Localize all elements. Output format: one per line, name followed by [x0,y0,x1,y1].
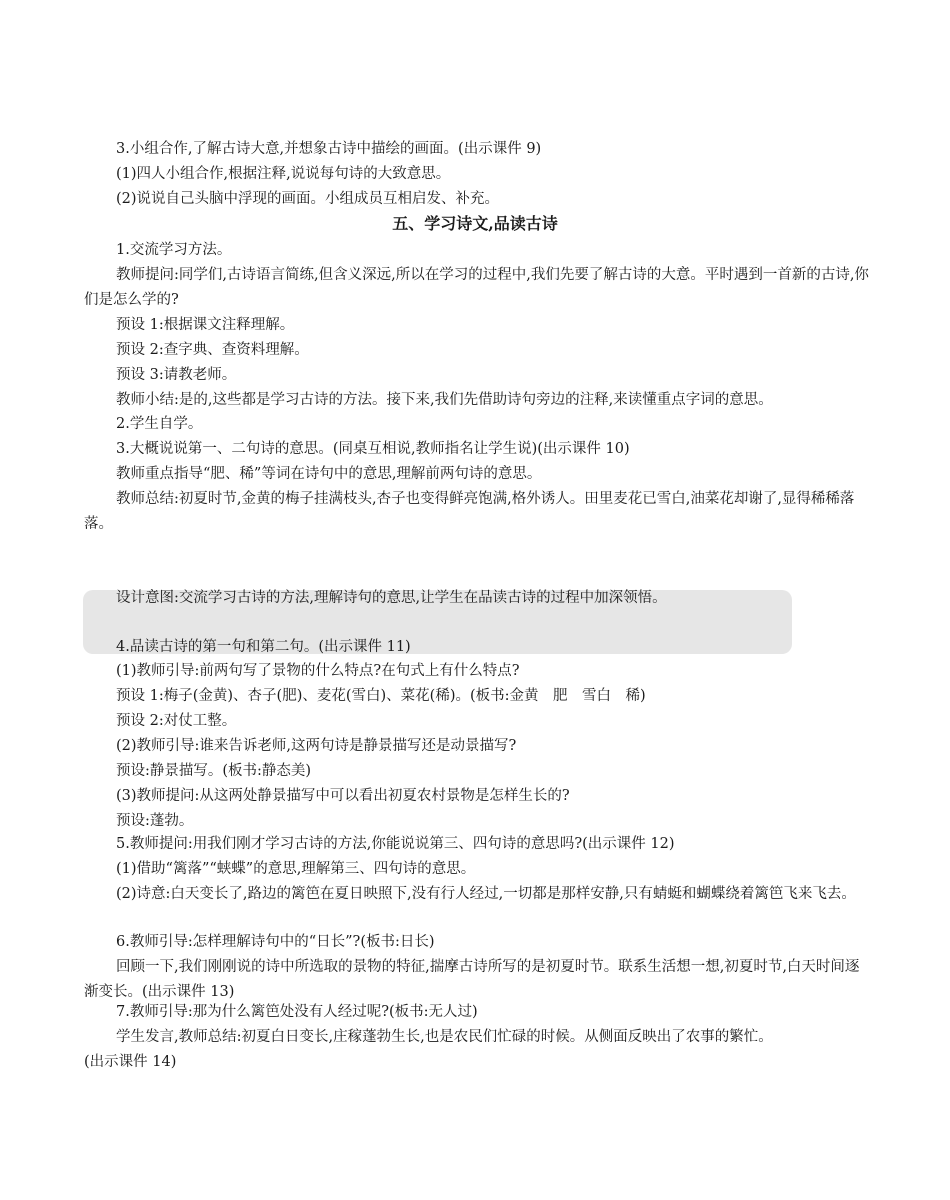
slide-14-note: (出示课件 14) [84,1054,177,1070]
question-3: (3)教师提问:从这两处静景描写中可以看出初夏农村景物是怎样生长的? [116,788,570,804]
step-4-read: 4.品读古诗的第一句和第二句。(出示课件 11) [116,639,411,655]
step-3-group-work: 3.小组合作,了解古诗大意,并想象古诗中描绘的画面。(出示课件 9) [116,141,542,157]
step-1-exchange: 1.交流学习方法。 [116,242,232,258]
step-5-question: 5.教师提问:用我们刚才学习古诗的方法,你能说说第三、四句诗的意思吗?(出示课件 12) [116,836,675,852]
poem-meaning-paragraph: (2)诗意:白天变长了,路边的篱笆在夏日映照下,没有行人经过,一切都是那样安静,只有蜻蜓和蝴蝶绕着篱笆飞来飞去。 [116,886,856,902]
section-heading: 五、学习诗文,品读古诗 [392,214,558,233]
teacher-summary-2: 教师总结:初夏时节,金黄的梅子挂满枝头,杏子也变得鲜亮饱满,格外诱人。田里麦花已雪白,油菜花却谢了,显得稀稀落落。 [84,491,855,532]
preset-2: 预设 2:查字典、查资料理解。 [116,342,309,358]
preset-1: 预设 1:根据课文注释理解。 [116,317,295,333]
substep-2: (2)说说自己头脑中浮现的画面。小组成员互相启发、补充。 [116,191,500,207]
teacher-summary-1: 教师小结:是的,这些都是学习古诗的方法。接下来,我们先借助诗句旁边的注释,来读懂重点字词的意思。 [116,392,773,408]
guidance-2: (2)教师引导:谁来告诉老师,这两句诗是静景描写还是动景描写? [116,738,517,754]
step-3-meaning: 3.大概说说第一、二句诗的意思。(同桌互相说,教师指名让学生说)(出示课件 10) [116,441,630,457]
guidance-1: (1)教师引导:前两句写了景物的什么特点?在句式上有什么特点? [116,663,520,679]
substep-5-1: (1)借助“篱落”“蛱蝶”的意思,理解第三、四句诗的意思。 [116,861,476,877]
teacher-question-paragraph: 教师提问:同学们,古诗语言简练,但含义深远,所以在学习的过程中,我们先要了解古诗的大意。平时遇到一首新的古诗,你们是怎么学的? [84,267,869,308]
preset-static: 预设:静景描写。(板书:静态美) [116,763,312,779]
design-intent: 设计意图:交流学习古诗的方法,理解诗句的意思,让学生在品读古诗的过程中加深领悟。 [116,590,667,606]
student-speech-summary: 学生发言,教师总结:初夏白日变长,庄稼蓬勃生长,也是农民们忙碌的时候。从侧面反映出了农事的繁忙。 [116,1029,773,1045]
preset-3: 预设 3:请教老师。 [116,367,237,383]
preset-2-answer: 预设 2:对仗工整。 [116,713,237,729]
step-6-guidance: 6.教师引导:怎样理解诗句中的“日长”?(板书:日长) [116,934,435,950]
preset-vigorous: 预设:蓬勃。 [116,813,194,829]
teacher-guidance-1: 教师重点指导“肥、稀”等词在诗句中的意思,理解前两句诗的意思。 [116,466,542,482]
substep-1: (1)四人小组合作,根据注释,说说每句诗的大致意思。 [116,166,451,182]
review-paragraph: 回顾一下,我们刚刚说的诗中所选取的景物的特征,揣摩古诗所写的是初夏时节。联系生活想一想,初夏时节,白天时间逐渐变长。(出示课件 13) [84,959,860,1000]
step-2-self-study: 2.学生自学。 [116,416,203,432]
step-7-guidance: 7.教师引导:那为什么篱笆处没有人经过呢?(板书:无人过) [116,1004,478,1020]
preset-1-answers: 预设 1:梅子(金黄)、杏子(肥)、麦花(雪白)、菜花(稀)。(板书:金黄 肥 雪白 稀) [116,688,646,704]
